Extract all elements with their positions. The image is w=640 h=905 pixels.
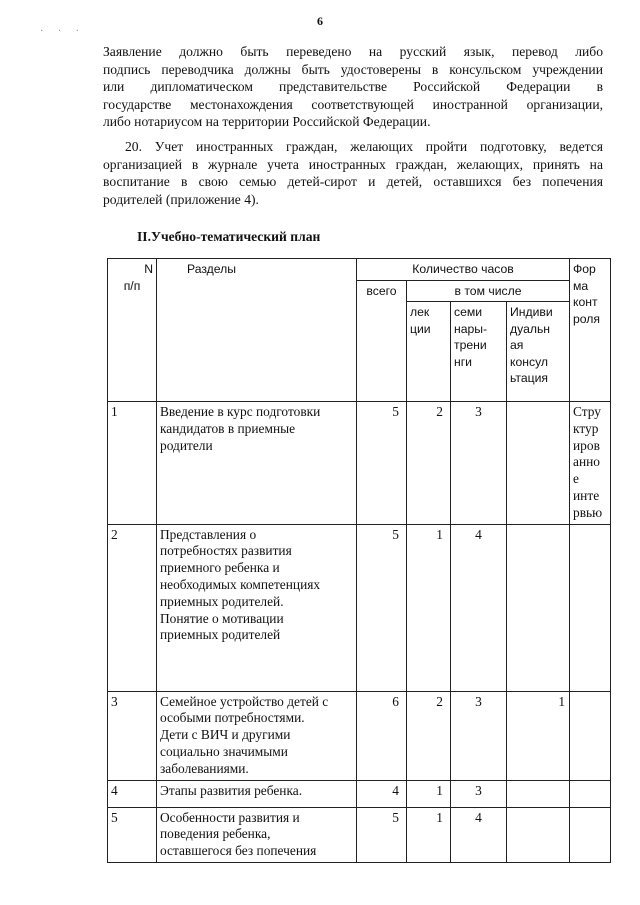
header-total: всего bbox=[357, 280, 407, 402]
header-individual-line: Индиви bbox=[510, 305, 553, 319]
row-control-line: иров bbox=[573, 437, 600, 453]
row-individual: 1 bbox=[507, 691, 570, 780]
row-total: 5 bbox=[357, 807, 407, 862]
row-num: 2 bbox=[108, 524, 157, 691]
header-individual-line: дуальн bbox=[510, 321, 551, 336]
row-control-line: рвью bbox=[573, 504, 603, 520]
row-num: 5 bbox=[108, 807, 157, 862]
row-title-line: родители bbox=[160, 437, 213, 453]
row-individual bbox=[507, 807, 570, 862]
row-control bbox=[570, 402, 611, 525]
header-control-line: ма bbox=[573, 278, 589, 293]
row-control-line: инте bbox=[573, 487, 600, 503]
section-heading: II.Учебно-тематический план bbox=[137, 229, 321, 244]
row-title-line: социально значимыми bbox=[160, 743, 288, 759]
row-control-line: анно bbox=[573, 454, 600, 470]
row-control-line: е bbox=[573, 471, 579, 487]
header-including: в том числе bbox=[407, 280, 570, 302]
row-title-line: необходимых компетенциях bbox=[160, 576, 321, 592]
row-seminars: 3 bbox=[451, 691, 507, 780]
paragraph-line: или дипломатическом представительстве Российской Федерации в bbox=[103, 79, 603, 95]
table-row bbox=[108, 402, 611, 525]
row-title-line: Дети с ВИЧ и другими bbox=[160, 727, 291, 743]
row-control bbox=[570, 780, 611, 807]
header-individual-line: ая bbox=[510, 338, 524, 352]
paragraph-line: подпись переводчика должны быть удостоверены в консульском учреждении bbox=[103, 61, 603, 77]
row-num: 3 bbox=[108, 691, 157, 780]
row-title-line: кандидатов в приемные bbox=[160, 420, 296, 436]
row-title-line: особыми потребностями. bbox=[160, 710, 305, 726]
row-title-line: Этапы развития ребенка. bbox=[160, 782, 303, 798]
row-control-line: ктур bbox=[573, 420, 599, 436]
header-num-line: п/п bbox=[123, 278, 141, 293]
header-seminars-line: семи bbox=[454, 305, 483, 319]
row-individual bbox=[507, 780, 570, 807]
row-control bbox=[570, 691, 611, 780]
row-title-line: Понятие о мотивации bbox=[160, 610, 284, 626]
row-title-line: заболеваниями. bbox=[160, 760, 249, 776]
header-control-line: роля bbox=[573, 311, 601, 326]
row-seminars: 4 bbox=[451, 524, 507, 691]
table-row bbox=[108, 691, 611, 780]
header-seminars bbox=[451, 302, 507, 402]
row-control bbox=[570, 807, 611, 862]
paragraph-line: организацией в журнале учета иностранных граждан, желающих, принять на bbox=[103, 156, 603, 172]
row-lectures: 1 bbox=[407, 524, 451, 691]
header-individual bbox=[507, 302, 570, 402]
row-lectures: 2 bbox=[407, 402, 451, 525]
row-title-line: Представления о bbox=[160, 526, 257, 542]
row-title bbox=[157, 780, 357, 807]
table-row bbox=[108, 780, 611, 807]
table-row bbox=[108, 524, 611, 691]
row-num: 4 bbox=[108, 780, 157, 807]
row-title bbox=[157, 807, 357, 862]
row-lectures: 1 bbox=[407, 780, 451, 807]
row-title-line: потребностях развития bbox=[160, 543, 292, 559]
curriculum-table bbox=[107, 258, 611, 863]
paragraph-line: родителей (приложение 4). bbox=[103, 191, 259, 207]
row-total: 4 bbox=[357, 780, 407, 807]
header-num bbox=[108, 259, 157, 402]
header-lectures-line: лек bbox=[410, 305, 430, 319]
row-seminars: 3 bbox=[451, 402, 507, 525]
row-total: 5 bbox=[357, 402, 407, 525]
header-seminars-line: трени bbox=[454, 338, 487, 352]
table-row bbox=[108, 807, 611, 862]
row-title-line: приемного ребенка и bbox=[160, 560, 280, 576]
row-title-line: приемных родителей bbox=[160, 627, 281, 643]
header-seminars-line: нары- bbox=[454, 321, 488, 336]
row-title-line: Семейное устройство детей с bbox=[160, 693, 329, 709]
header-individual-line: консул bbox=[510, 354, 549, 369]
header-control bbox=[570, 259, 611, 402]
row-title-line: Введение в курс подготовки bbox=[160, 404, 321, 419]
row-individual bbox=[507, 402, 570, 525]
row-total: 6 bbox=[357, 691, 407, 780]
row-num: 1 bbox=[108, 402, 157, 525]
row-title-line: оставшегося без попечения bbox=[160, 843, 317, 859]
paragraph-translation-requirement bbox=[103, 43, 603, 131]
row-lectures: 1 bbox=[407, 807, 451, 862]
paragraph-item-20 bbox=[103, 138, 603, 208]
row-individual bbox=[507, 524, 570, 691]
header-num-line: N bbox=[144, 262, 153, 276]
row-title bbox=[157, 524, 357, 691]
row-lectures: 2 bbox=[407, 691, 451, 780]
row-title-line: поведения ребенка, bbox=[160, 826, 271, 842]
header-sections: Разделы bbox=[157, 259, 357, 402]
header-control-line: Фор bbox=[573, 262, 596, 276]
row-title-line: Особенности развития и bbox=[160, 809, 300, 825]
row-seminars: 3 bbox=[451, 780, 507, 807]
row-control bbox=[570, 524, 611, 691]
paragraph-line: либо нотариусом на территории Российской Федерации. bbox=[103, 114, 431, 130]
paragraph-line: воспитание в свою семью детей-сирот и детей, оставшихся без попечения bbox=[103, 174, 603, 190]
header-hours: Количество часов bbox=[357, 259, 570, 281]
header-lectures-line: ции bbox=[410, 321, 431, 336]
paragraph-line: 20. Учет иностранных граждан, желающих пройти подготовку, ведется bbox=[125, 139, 603, 154]
row-title bbox=[157, 402, 357, 525]
paragraph-line: Заявление должно быть переведено на русский язык, перевод либо bbox=[103, 44, 603, 59]
page-number: 6 bbox=[317, 14, 323, 28]
row-total: 5 bbox=[357, 524, 407, 691]
scan-marks: · · · bbox=[40, 26, 85, 37]
header-control-line: конт bbox=[573, 295, 598, 309]
row-control-line: Стру bbox=[573, 404, 601, 419]
header-lectures bbox=[407, 302, 451, 402]
header-seminars-line: нги bbox=[454, 354, 472, 369]
row-title-line: приемных родителей. bbox=[160, 593, 284, 609]
row-seminars: 4 bbox=[451, 807, 507, 862]
paragraph-line: государстве местонахождения соответствующей иностранной организации, bbox=[103, 96, 603, 112]
header-individual-line: ьтация bbox=[510, 371, 549, 385]
row-title bbox=[157, 691, 357, 780]
